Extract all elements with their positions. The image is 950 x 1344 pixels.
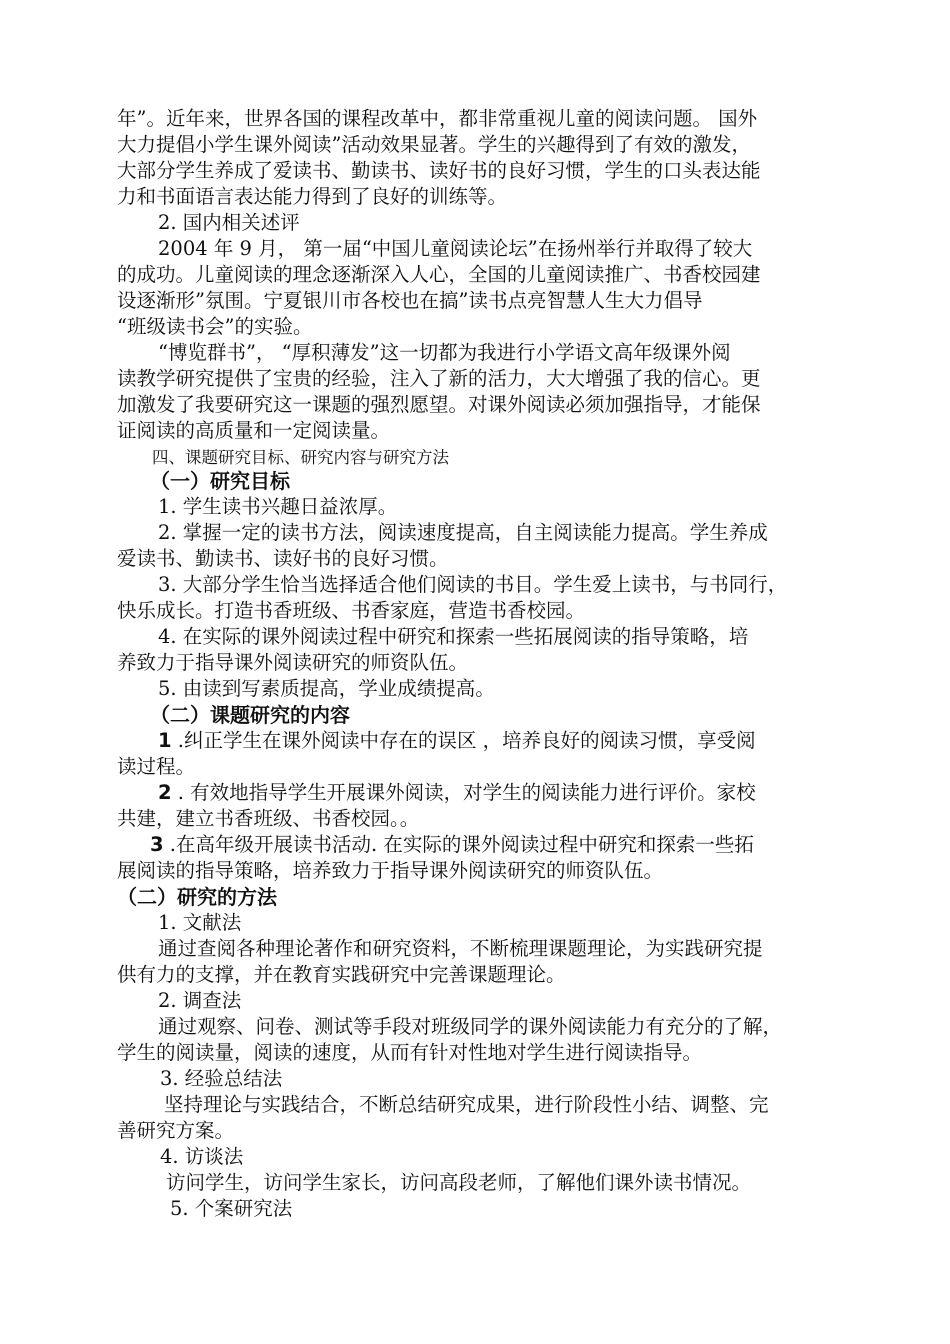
method-2-title: 2. 调查法 bbox=[158, 989, 242, 1012]
para-intl-line-1: 年”。近年来，世界各国的课程改革中，都非常重视儿童的阅读问题。 国外 bbox=[117, 107, 758, 130]
methods-heading: （二）研究的方法 bbox=[117, 885, 277, 909]
goal-item-2-cont: 爱读书、勤读书、读好书的良好习惯。 bbox=[117, 547, 449, 570]
para-bolan-line-3: 加激发了我要研究这一课题的强烈愿望。对课外阅读必须加强指导，才能保 bbox=[117, 393, 761, 416]
content-item-2-cont: 共建，建立书香班级、书香校园。。 bbox=[117, 807, 420, 830]
method-4-text: 访问学生，访问学生家长，访问高段老师，了解他们课外读书情况。 bbox=[166, 1171, 752, 1194]
subheading-domestic: 2. 国内相关述评 bbox=[158, 211, 300, 234]
para-intl-line-2: 大力提倡小学生课外阅读”活动效果显著。学生的兴趣得到了有效的激发， bbox=[117, 133, 751, 156]
method-4-title: 4. 访谈法 bbox=[160, 1145, 244, 1168]
goal-item-3-cont: 快乐成长。打造书香班级、书香家庭，营造书香校园。 bbox=[117, 599, 586, 622]
goals-heading: （一）研究目标 bbox=[150, 469, 290, 493]
content-item-3 bbox=[150, 832, 754, 858]
para-intl-line-4: 力和书面语言表达能力得到了良好的训练等。 bbox=[117, 185, 508, 208]
method-1-text-2: 供有力的支撑，并在教育实践研究中完善课题理论。 bbox=[117, 963, 566, 986]
para-domestic-line-2: 的成功。儿童阅读的理念逐渐深入人心，全国的儿童阅读推广、书香校园建 bbox=[117, 263, 761, 286]
para-bolan-line-1: “博览群书”， “厚积薄发”这一切都为我进行小学语文高年级课外阅 bbox=[158, 341, 731, 364]
content-item-3-cont: 展阅读的指导策略，培养致力于指导课外阅读研究的师资队伍。 bbox=[117, 859, 664, 882]
method-2-text-2: 学生的阅读量，阅读的速度，从而有针对性地对学生进行阅读指导。 bbox=[117, 1041, 703, 1064]
method-3-title: 3. 经验总结法 bbox=[160, 1067, 283, 1090]
para-domestic-line-3: 设逐渐形”氛围。宁夏银川市各校也在搞”读书点亮智慧人生大力倡导 bbox=[117, 289, 703, 312]
para-bolan-line-2: 读教学研究提供了宝贵的经验，注入了新的活力，大大增强了我的信心。更 bbox=[117, 367, 761, 390]
para-domestic-line-1: 2004 年 9 月， 第一届“中国儿童阅读论坛”在扬州举行并取得了较大 bbox=[158, 237, 753, 260]
content-item-2 bbox=[158, 780, 756, 806]
goal-item-4-cont: 养致力于指导课外阅读研究的师资队伍。 bbox=[117, 651, 469, 674]
goal-item-2: 2. 掌握一定的读书方法，阅读速度提高，自主阅读能力提高。学生养成 bbox=[158, 521, 768, 544]
para-bolan-line-4: 证阅读的高质量和一定阅读量。 bbox=[117, 419, 391, 442]
content-item-1-num: 1 bbox=[158, 729, 172, 752]
content-item-1 bbox=[158, 728, 756, 754]
content-item-1-text: .纠正学生在课外阅读中存在的误区 ，培养良好的阅读习惯，享受阅 bbox=[171, 729, 756, 752]
content-item-1-cont: 读过程。 bbox=[117, 755, 196, 778]
content-heading: （二）课题研究的内容 bbox=[150, 703, 350, 727]
goal-item-3: 3. 大部分学生恰当选择适合他们阅读的书目。学生爱上读书，与书同行， bbox=[158, 573, 788, 596]
para-domestic-line-4: “班级读书会”的实验。 bbox=[117, 315, 313, 338]
method-3-text-1: 坚持理论与实践结合，不断总结研究成果，进行阶段性小结、调整、完 bbox=[164, 1093, 769, 1116]
goal-item-1: 1. 学生读书兴趣日益浓厚。 bbox=[158, 495, 398, 518]
section-four-title: 四、课题研究目标、研究内容与研究方法 bbox=[152, 448, 449, 467]
content-item-2-text: . 有效地指导学生开展课外阅读，对学生的阅读能力进行评价。家校 bbox=[171, 781, 756, 804]
method-5-title: 5. 个案研究法 bbox=[170, 1197, 293, 1220]
content-item-2-num: 2 bbox=[158, 781, 172, 804]
goal-item-5: 5. 由读到写素质提高，学业成绩提高。 bbox=[158, 677, 495, 700]
method-1-title: 1. 文献法 bbox=[158, 911, 242, 934]
goal-item-4: 4. 在实际的课外阅读过程中研究和探索一些拓展阅读的指导策略，培 bbox=[158, 625, 749, 648]
method-2-text-1: 通过观察、问卷、测试等手段对班级同学的课外阅读能力有充分的了解， bbox=[158, 1015, 783, 1038]
content-item-3-text: .在高年级开展读书活动. 在实际的课外阅读过程中研究和探索一些拓 bbox=[163, 833, 754, 856]
method-3-text-2: 善研究方案。 bbox=[117, 1119, 235, 1142]
method-1-text-1: 通过查阅各种理论著作和研究资料，不断梳理课题理论，为实践研究提 bbox=[158, 937, 763, 960]
content-item-3-num: 3 bbox=[150, 833, 164, 856]
para-intl-line-3: 大部分学生养成了爱读书、勤读书、读好书的良好习惯，学生的口头表达能 bbox=[117, 159, 761, 182]
